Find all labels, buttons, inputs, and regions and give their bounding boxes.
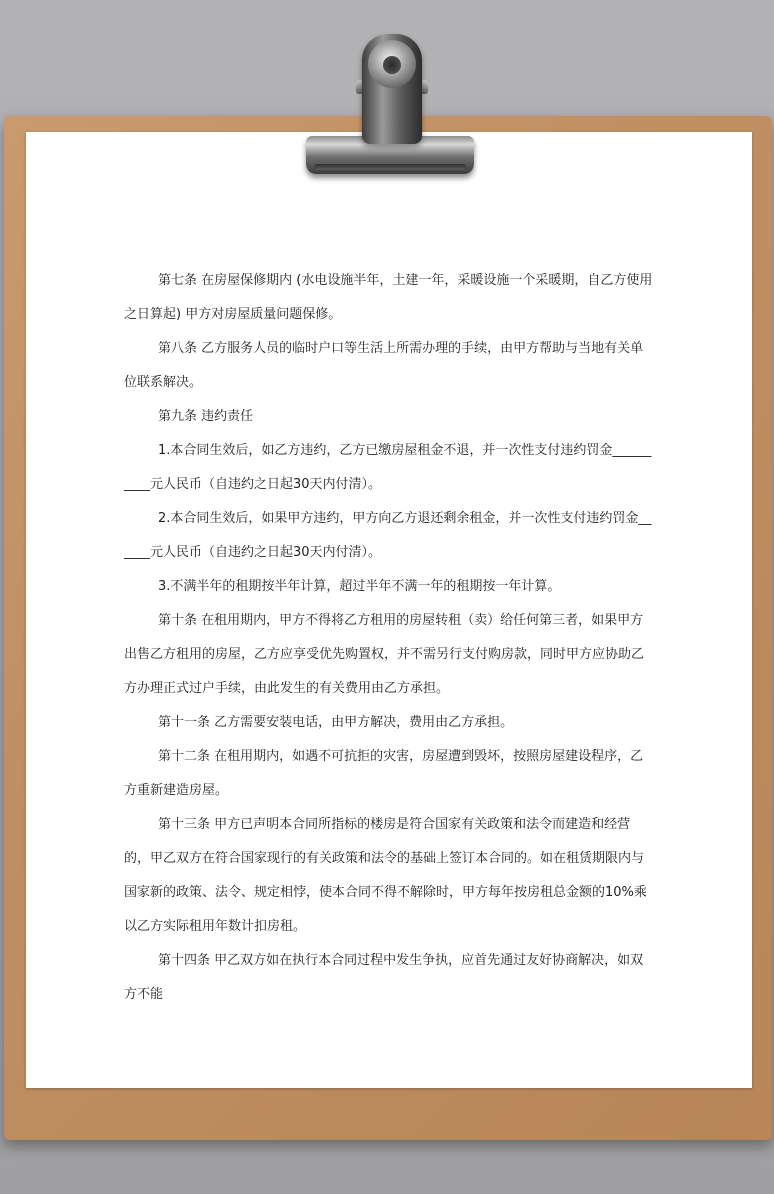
clause-9-item-3: 3.不满半年的租期按半年计算，超过半年不满一年的租期按一年计算。 — [158, 579, 561, 594]
clause-7: 第七条 在房屋保修期内 (水电设施半年，土建一年，采暖设施一个采暖期，自乙方使用之日算起) 甲方对房屋质量问题保修。 — [124, 273, 653, 322]
document-text — [124, 264, 654, 1012]
clip-hole — [383, 56, 401, 74]
clause-12: 第十二条 在租用期内，如遇不可抗拒的灾害，房屋遭到毁坏，按照房屋建设程序，乙方重新建造房屋。 — [124, 749, 644, 798]
clause-8: 第八条 乙方服务人员的临时户口等生活上所需办理的手续，由甲方帮助与当地有关单位联系解决。 — [124, 341, 644, 390]
clause-10: 第十条 在租用期内，甲方不得将乙方租用的房屋转租（卖）给任何第三者，如果甲方出售乙方租用的房屋，乙方应享受优先购置权，并不需另行支付购房款，同时甲方应协助乙方办理正式过户手续，由此发生的有关费用由乙方承担。 — [124, 613, 645, 696]
clause-9-item-2: 2.本合同生效后，如果甲方违约，甲方向乙方退还剩余租金，并一次性支付违约罚金______元人民币（自违约之日起30天内付清）。 — [124, 511, 652, 560]
clause-13: 第十三条 甲方已声明本合同所指标的楼房是符合国家有关政策和法令而建造和经营的，甲乙双方在符合国家现行的有关政策和法令的基础上签订本合同的。如在租赁期限内与国家新的政策、法令、规定相悖，使本合同不得不解除时，甲方每年按房租总金额的10%乘以乙方实际租用年数计扣房租。 — [124, 817, 647, 934]
clause-14: 第十四条 甲乙双方如在执行本合同过程中发生争执，应首先通过友好协商解决，如双方不能 — [124, 953, 644, 1002]
clause-9-heading: 第九条 违约责任 — [158, 409, 254, 424]
clause-9-item-1: 1.本合同生效后，如乙方违约，乙方已缴房屋租金不退，并一次性支付违约罚金__________元人民币（自违约之日起30天内付清）。 — [124, 443, 652, 492]
clip-base-edge — [314, 164, 466, 170]
clause-11: 第十一条 乙方需要安装电话，由甲方解决，费用由乙方承担。 — [158, 715, 514, 730]
